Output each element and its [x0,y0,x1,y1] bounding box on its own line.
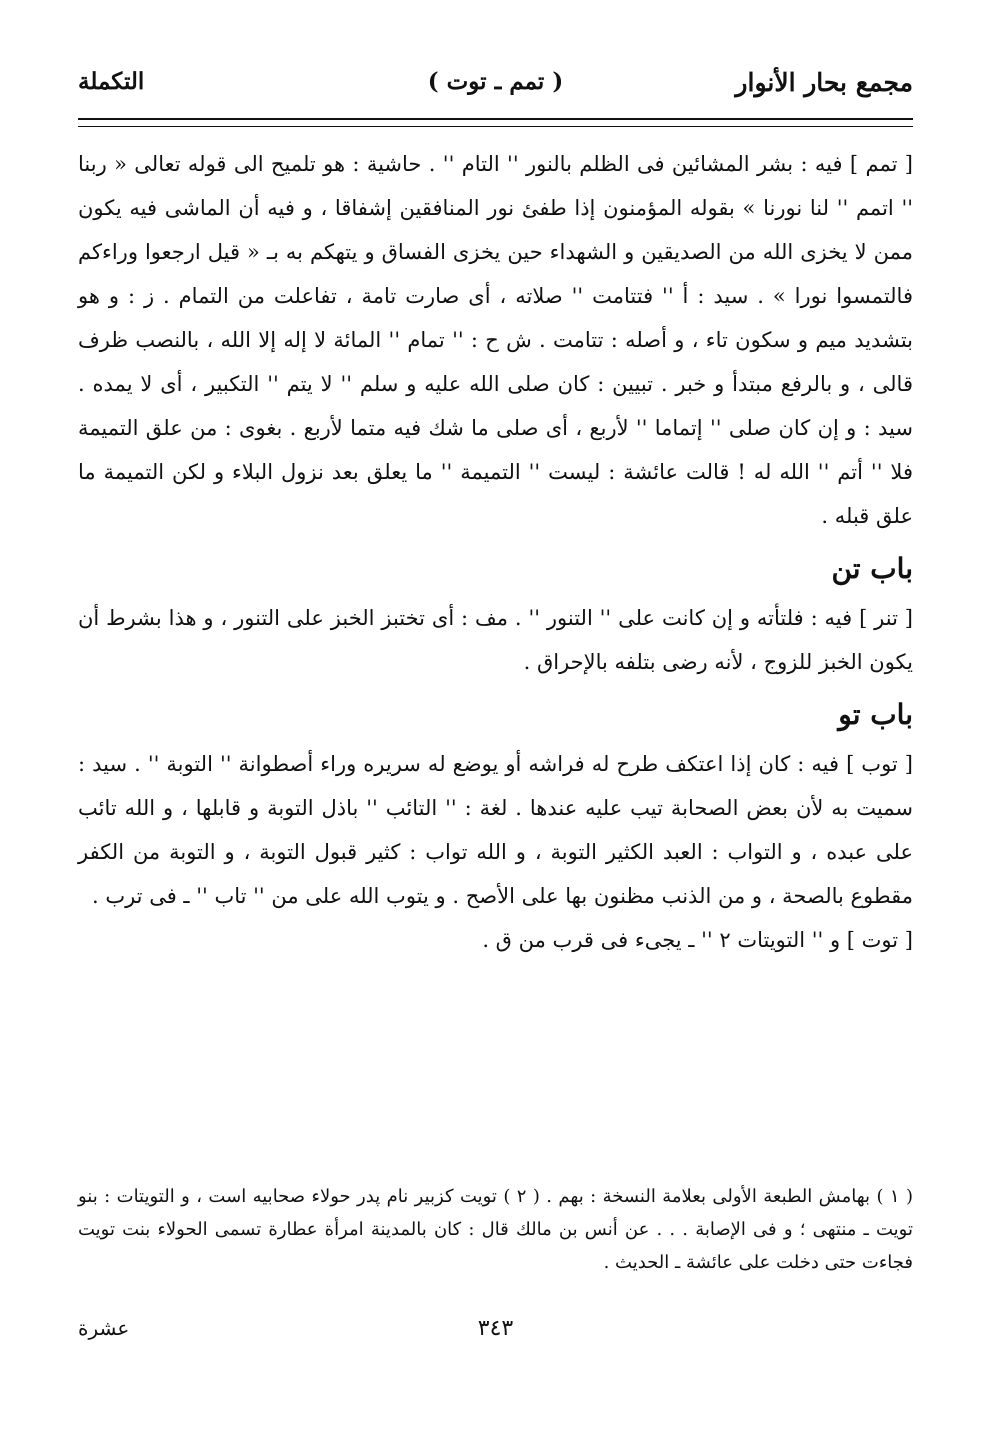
page-number: ٣٤٣ [477,1316,514,1341]
book-title: مجمع بحار الأنوار [735,68,913,97]
entry-tannur: [ تنر ] فيه : فلتأته و إن كانت على '' التنور '' . مف : أى تختبز الخبز على التنور ، و هذا بشرط أن يكون الخبز للزوج ، لأنه رضى بتلفه بالإحراق . [78,606,913,674]
page-footer [78,1316,913,1346]
page-header [78,62,913,110]
section-range: ( تمم ـ توت ) [427,68,564,95]
section-heading-tn: باب تن [831,552,913,585]
section-heading-tw: باب تو [838,698,913,731]
header-rule [78,118,913,127]
entry-tawb: [ توب ] فيه : كان إذا اعتكف طرح له فراشه أو يوضع له سريره وراء أصطوانة '' التوبة '' . سيد : سميت به لأن بعض الصحابة تيب عليه عندها . لغة : '' التائب '' باذل التوبة و قابلها ، و الله تائب على عبده ، و التواب : العبد الكثير التوبة ، و الله تواب : كثير قبول التوبة ، و التوبة من الكفر مقطوع بالصحة ، و من الذنب مظنون بها على الأصح . و يتوب الله على من '' تاب '' ـ فى ترب . [78,752,913,908]
signature-mark: عشرة [78,1316,130,1340]
main-body [78,142,913,962]
entry-tut: [ توت ] و '' التويتات ٢ '' ـ يجىء فى قرب من ق . [482,928,913,952]
entry-tamam: [ تمم ] فيه : بشر المشائين فى الظلم بالنور '' التام '' . حاشية : هو تلميح الى قوله تعالى « ربنا '' اتمم '' لنا نورنا » بقوله المؤمنون إذا طفئ نور المنافقين إشفاقا ، و فيه أن الماشى فيه يكون ممن لا يخزى الله من الصديقين و الشهداء حين يخزى الفساق و يتهكم به بـ « قيل ارجعوا وراءكم فالتمسوا نورا » . سيد : أ '' فتتامت '' صلاته ، أى صارت تامة ، تفاعلت من التمام . ز : و هو بتشديد ميم و سكون تاء ، و أصله : تتامت . ش ح : '' تمام '' المائة لا إله إلا الله ، بالنصب ظرف قالى ، و بالرفع مبتدأ و خبر . تبيين : كان صلى الله عليه و سلم '' لا يتم '' التكبير ، أى لا يمده . سيد : و إن كان صلى '' إتماما '' لأربع ، أى صلى ما شك فيه متما لأربع . بغوى : من علق التميمة فلا '' أتم '' الله له ! قالت عائشة : ليست '' التميمة '' ما يعلق بعد نزول البلاء و لكن التميمة ما علق قبله . [78,152,913,528]
footnotes [78,1180,913,1279]
footnote-text: ( ١ ) بهامش الطبعة الأولى بعلامة النسخة : بهم . ( ٢ ) تويت كزبير نام پدر حولاء صحابيه است ، و التويتات : بنو تويت ـ منتهى ؛ و فى الإصابة . . . عن أنس بن مالك قال : كان بالمدينة امرأة عطارة تسمى الحولاء بنت تويت فجاءت حتى دخلت على عائشة ـ الحديث . [78,1186,913,1273]
part-label: التكملة [78,68,145,95]
